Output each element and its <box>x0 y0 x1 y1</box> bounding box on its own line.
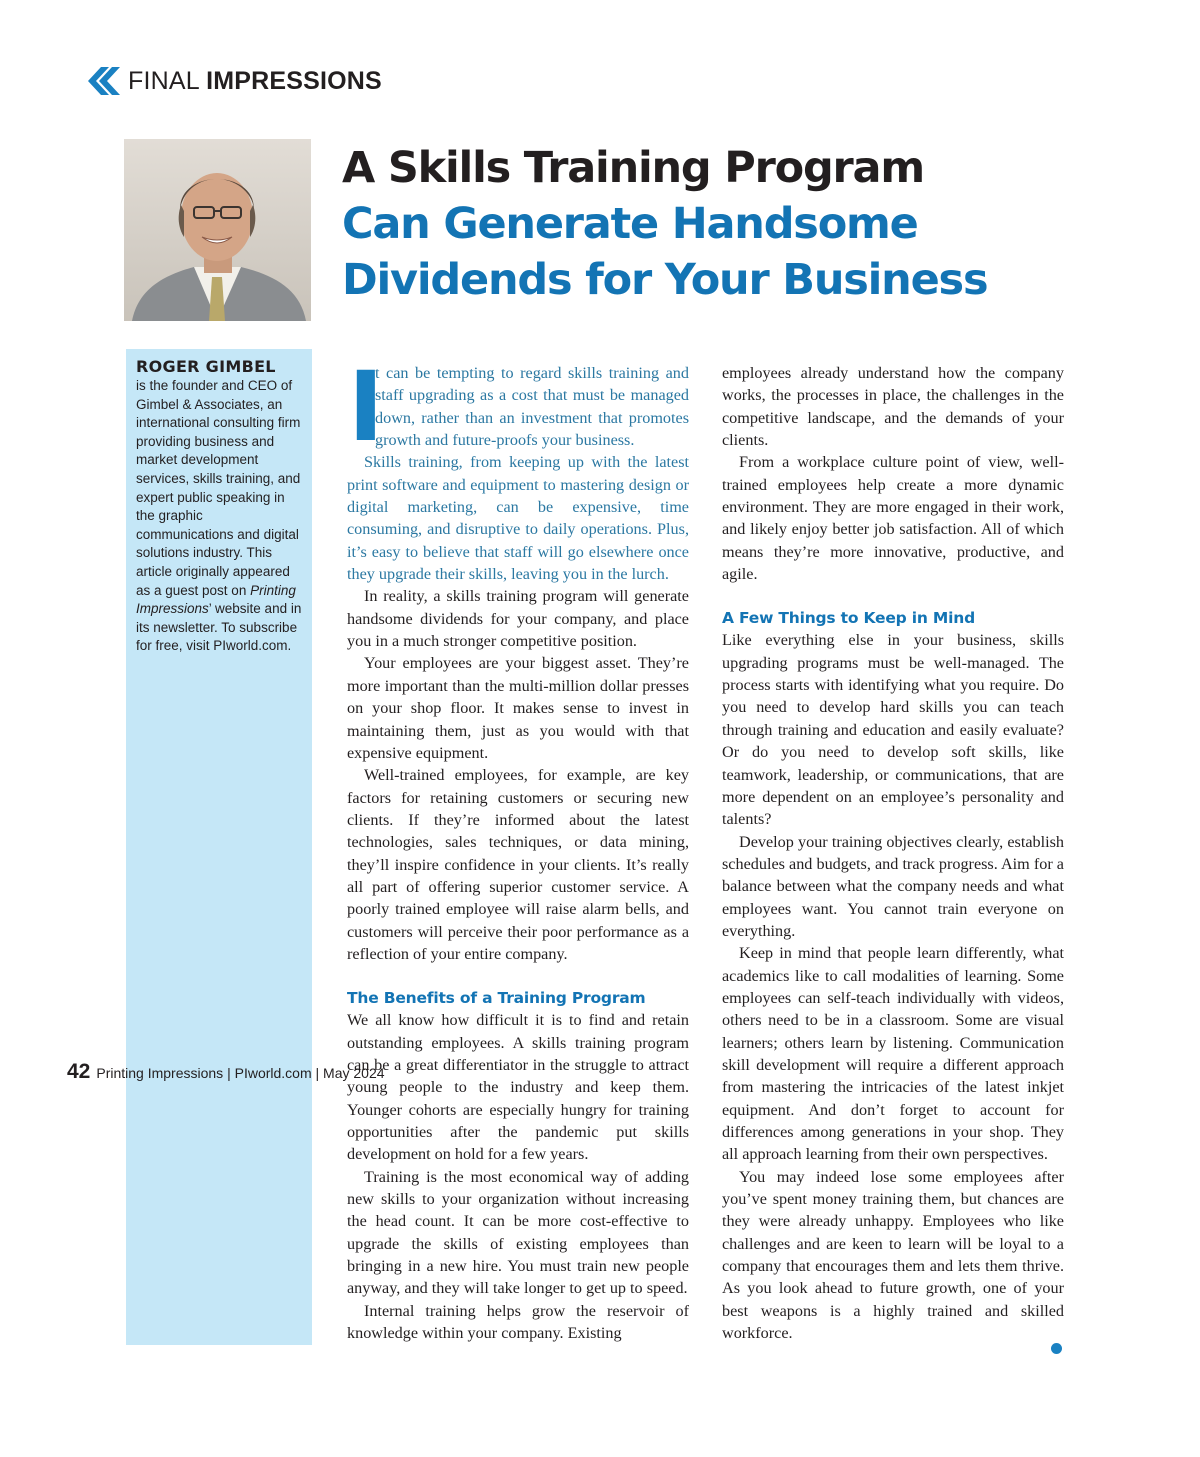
paragraph: You may indeed lose some employees after you’ve spent money training them, but chances are they were already unhappy. Employees who like challenges and are keen to learn will be loyal to a company that encourages them and lets them thrive. As you look ahead to future growth, one of your best weapons is a highly trained and skilled workforce. <box>722 1167 1064 1343</box>
drop-cap: I <box>348 351 384 463</box>
section-header <box>88 64 382 98</box>
article-column-2 <box>722 362 1064 1344</box>
author-bio: is the founder and CEO of Gimbel & Associates, an international consulting firm providing business and market development services, skills training, and expert public speaking in the graphic communications and digital solutions industry. This article originally appeared as a guest post on Printing Impressions’ website and in its newsletter. To subscribe for free, visit PIworld.com. <box>136 378 302 654</box>
subhead-keep-in-mind: A Few Things to Keep in Mind <box>722 609 975 628</box>
paragraph: We all know how difficult it is to find and retain outstanding employees. A skills training program can be a great differentiator in the struggle to attract young people to the industry and keep them. Younger cohorts are especially hungry for training opportunities after the pandemic put skills development on hold for a few years. <box>347 1011 689 1164</box>
headline-line-1: A Skills Training Program <box>342 143 924 193</box>
paragraph: In reality, a skills training program will generate handsome dividends for your company, and place you in a much stronger competitive position. <box>347 587 689 651</box>
lead-paragraph-1: I t can be tempting to regard skills training and staff upgrading as a cost that must be managed down, rather than an investment that promotes growth and future-proofs your business. <box>348 351 689 463</box>
article-column-1 <box>347 351 689 1344</box>
paragraph: Like everything else in your business, skills upgrading programs must be well-managed. The process starts with identifying what you require. Do you need to develop hard skills you can teach through training and education and easily evaluate? Or do you need to develop soft skills, like teamwork, leadership, or communications, that are more dependent on an employee’s personality and talents? <box>722 631 1064 829</box>
paragraph: employees already understand how the company works, the processes in place, the challenges in the competitive landscape, and the demands of your clients. <box>722 364 1064 450</box>
paragraph: Well-trained employees, for example, are key factors for retaining customers or securing new clients. If they’re informed about the latest technologies, sales techniques, or data mining, they’ll inspire confidence in your clients. It’s really all part of offering superior customer service. A poorly trained employee will raise alarm bells, and customers will perceive their poor performance as a reflection of your entire company. <box>347 766 689 963</box>
headline-line-2: Can Generate Handsome <box>342 199 918 249</box>
author-photo <box>124 139 311 321</box>
lead-paragraph-2: Skills training, from keeping up with the latest print software and equipment to mastering design or digital marketing, can be expensive, time consuming, and disruptive to daily operations. Plus, it’s easy to believe that staff will go elsewhere once they upgrade their skills, leaving you in the lurch. <box>347 453 689 584</box>
headline-line-3: Dividends for Your Business <box>342 255 988 305</box>
article-headline <box>342 140 1172 308</box>
section-label: FINAL IMPRESSIONS <box>128 66 382 95</box>
double-chevron-icon <box>88 67 120 95</box>
page-footer <box>67 1060 385 1084</box>
end-mark-icon <box>1051 1343 1062 1354</box>
paragraph: Training is the most economical way of adding new skills to your organization without increasing the head count. It can be more cost-effective to upgrade the skills of existing employees than bringing in a new hire. You must train new people anyway, and they will take longer to get up to speed. <box>347 1167 689 1298</box>
page-number: 42 <box>67 1060 91 1083</box>
paragraph: From a workplace culture point of view, well-trained employees help create a more dynamic environment. They are more engaged in their work, and likely enjoy better job satisfaction. All of which means they’re more innovative, productive, and agile. <box>722 453 1064 584</box>
paragraph: Internal training helps grow the reservoir of knowledge within your company. Existing <box>347 1301 689 1343</box>
author-headshot-icon <box>124 139 311 321</box>
author-bio-sidebar <box>126 349 312 1345</box>
paragraph: Develop your training objectives clearly, establish schedules and budgets, and track progress. Aim for a balance between what the company needs and what employees want. You cannot train everyone on everything. <box>722 832 1064 940</box>
paragraph: Your employees are your biggest asset. They’re more important than the multi-million dollar presses on your shop floor. It makes sense to invest in maintaining them, just as you would with that expensive equipment. <box>347 654 689 762</box>
paragraph: Keep in mind that people learn differently, what academics like to call modalities of learning. Some employees can self-teach individually with videos, others need to be in a classroom. Some are visual learners; others learn by listening. Communication skill development will require a different approach from mastering the intricacies of the latest inkjet equipment. And don’t forget to account for differences among generations in your shop. They all approach learning from their own perspectives. <box>722 944 1064 1164</box>
author-name: ROGER GIMBEL <box>136 357 276 376</box>
footer-credit: Printing Impressions | PIworld.com | May 2024 <box>96 1065 385 1081</box>
subhead-benefits: The Benefits of a Training Program <box>347 989 646 1008</box>
